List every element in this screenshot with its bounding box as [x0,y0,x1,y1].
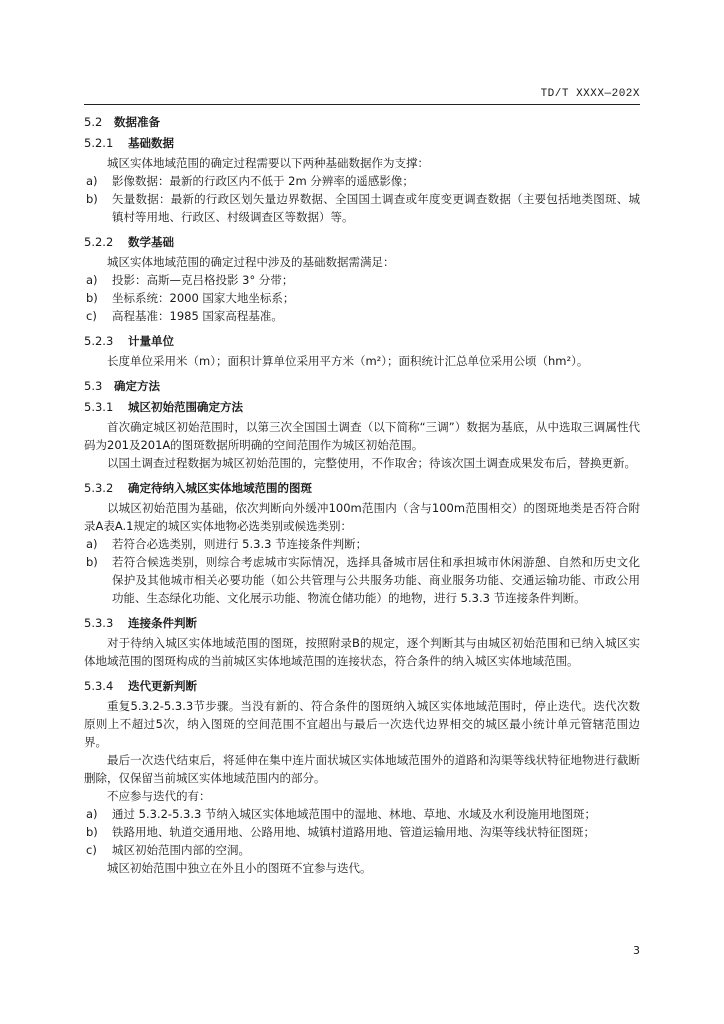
list-item [84,190,640,226]
list-item [84,553,640,607]
list-marker: b) [86,825,98,839]
section-number: 5.2.3 [84,334,114,348]
list-text: 城区初始范围内部的空洞。 [112,843,250,857]
list-item [84,172,640,190]
section-title: 基础数据 [128,136,174,150]
list-text: 铁路用地、轨道交通用地、公路用地、城镇村道路用地、管道运输用地、沟渠等线状特征图斑； [112,825,595,839]
section-heading-5-2-2 [84,233,640,251]
section-heading-5-3-3 [84,614,640,632]
list-item [84,823,640,841]
header-rule [84,104,640,105]
list-item [84,271,640,289]
list-text: 投影：高斯—克吕格投影 3° 分带； [112,273,294,287]
document-body [84,110,640,877]
list-item [84,289,640,307]
list-marker: a) [86,537,98,551]
section-title: 计量单位 [128,334,174,348]
list-text: 高程基准：1985 国家高程基准。 [112,309,283,323]
list-text: 影像数据：最新的行政区内不低于 2m 分辨率的遥感影像； [112,174,414,188]
paragraph: 城区实体地域范围的确定过程中涉及的基础数据需满足： [107,255,395,269]
section-title: 城区初始范围确定方法 [128,400,243,414]
list-marker: b) [86,192,98,206]
list-item [84,841,640,859]
section-number: 5.2.1 [84,136,114,150]
paragraph: 最后一次迭代结束后，将延伸在集中连片面状城区实体地域范围外的道路和沟渠等线状特征地物进行截断删除，仅保留当前城区实体地域范围内的部分。 [84,753,640,785]
paragraph: 对于待纳入城区实体地域范围的图斑，按照附录B的规定，逐个判断其与由城区初始范围和已纳入城区实体地域范围的图斑构成的当前城区实体地域范围的连接状态，符合条件的纳入城区实体地域范围。 [84,636,640,668]
section-heading-5-2-3 [84,332,640,350]
paragraph: 城区实体地域范围的确定过程需要以下两种基础数据作为支撑： [107,156,429,170]
paragraph: 以国土调查过程数据为城区初始范围的，完整使用，不作取舍；待该次国土调查成果发布后，替换更新。 [107,456,636,470]
section-heading-5-3-4 [84,677,640,695]
section-number: 5.3.3 [84,616,114,630]
list-marker: b) [86,555,98,569]
paragraph: 重复5.3.2-5.3.3节步骤。当没有新的、符合条件的图斑纳入城区实体地域范围时，停止迭代。迭代次数原则上不超过5次，纳入图斑的空间范围不宜超出与最后一次迭代边界相交的城区最小统计单元管辖范围边界。 [84,699,640,749]
list-item [84,805,640,823]
section-title: 确定待纳入城区实体地域范围的图斑 [128,481,312,495]
list-marker: c) [86,843,97,857]
page-number: 3 [633,944,640,957]
list-text: 若符合必选类别，则进行 5.3.3 节连接条件判断； [112,537,368,551]
list-item [84,535,640,553]
list-marker: c) [86,309,97,323]
section-title: 确定方法 [114,379,160,393]
section-title: 数学基础 [128,235,174,249]
section-heading-5-2 [84,113,640,131]
list-marker: b) [86,291,98,305]
document-code: TD/T XXXX—202X [540,88,640,100]
list-text: 若符合候选类别，则综合考虑城市实际情况，选择具备城市居住和承担城市休闲游憩、自然和历史文化保护及其他城市相关必要功能（如公共管理与公共服务功能、商业服务功能、交通运输功能、市政公用功能、生态绿化功能、文化展示功能、物流仓储功能）的地物，进行 5.3.3 节连接条件判断。 [112,555,640,605]
list-text: 矢量数据：最新的行政区划矢量边界数据、全国国土调查或年度变更调查数据（主要包括地类图斑、城镇村等用地、行政区、村级调查区等数据）等。 [112,192,640,224]
list-text: 坐标系统：2000 国家大地坐标系； [112,291,295,305]
paragraph: 城区初始范围中独立在外且小的图斑不宜参与迭代。 [107,861,372,875]
section-heading-5-3-2 [84,479,640,497]
section-number: 5.3.2 [84,481,114,495]
section-number: 5.2.2 [84,235,114,249]
section-title: 数据准备 [114,115,160,129]
paragraph: 以城区初始范围为基础，依次判断向外缓冲100m范围内（含与100m范围相交）的图斑地类是否符合附录A表A.1规定的城区实体地物必选类别或候选类别： [84,501,640,533]
list-marker: a) [86,174,98,188]
list-text: 通过 5.3.2-5.3.3 节纳入城区实体地域范围中的湿地、林地、草地、水域及水利设施用地图斑； [112,807,596,821]
list-marker: a) [86,273,98,287]
paragraph: 长度单位采用米（m）；面积计算单位采用平方米（m²）；面积统计汇总单位采用公顷（hm²）。 [107,354,589,368]
section-number: 5.3.1 [84,400,114,414]
section-heading-5-2-1 [84,134,640,152]
list-marker: a) [86,807,98,821]
section-title: 连接条件判断 [128,616,197,630]
section-number: 5.3.4 [84,679,114,693]
paragraph: 首次确定城区初始范围时，以第三次全国国土调查（以下简称“三调”）数据为基底，从中选取三调属性代码为201及201A的图斑数据所明确的空间范围作为城区初始范围。 [84,420,640,452]
section-heading-5-3 [84,377,640,395]
section-heading-5-3-1 [84,398,640,416]
paragraph: 不应参与迭代的有： [107,789,211,803]
list-item [84,307,640,325]
section-title: 迭代更新判断 [128,679,197,693]
section-number: 5.3 [84,379,103,393]
section-number: 5.2 [84,115,103,129]
